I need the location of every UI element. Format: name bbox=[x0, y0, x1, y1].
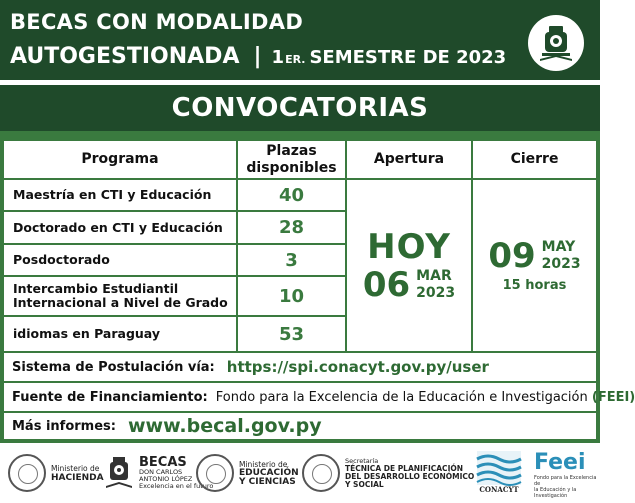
logo-conacyt-text: CONACYT bbox=[479, 485, 519, 494]
paraguay-seal-icon bbox=[196, 454, 234, 492]
financiamiento-acronym: (FEEI) bbox=[591, 389, 635, 405]
logo-becas-line1: BECAS bbox=[139, 455, 187, 470]
informes-row bbox=[4, 413, 596, 439]
logo-becas-line4: Excelencia en el futuro bbox=[139, 482, 214, 490]
column-header-apertura-label: Apertura bbox=[373, 151, 445, 167]
logo-feei-name: Feei bbox=[534, 450, 586, 475]
logo-feei-line1: Fondo para la Excelencia de bbox=[534, 475, 597, 487]
financiamiento-text: Fondo para la Excelencia de la Educación e Investigación bbox=[215, 389, 588, 405]
apertura-hoy: HOY bbox=[367, 226, 451, 267]
table-row-programa-line1: Intercambio Estudiantil bbox=[13, 281, 179, 296]
semester-superscript: ER. bbox=[285, 53, 306, 66]
apertura-day: 06 bbox=[362, 264, 411, 305]
column-header-apertura bbox=[347, 141, 471, 178]
logo-hacienda-line2: HACIENDA bbox=[51, 472, 104, 483]
footer-logos bbox=[0, 443, 600, 503]
logo-becas-line2: DON CARLOS bbox=[139, 468, 183, 476]
logo-conacyt bbox=[477, 451, 521, 495]
column-header-cierre-label: Cierre bbox=[510, 151, 559, 167]
logo-mec bbox=[196, 451, 299, 495]
apertura-month-year bbox=[416, 268, 455, 302]
logo-hacienda-line1: Ministerio de bbox=[51, 463, 100, 473]
cierre-month-year bbox=[542, 239, 581, 273]
postulacion-row bbox=[4, 353, 596, 381]
logo-mec-line3: Y CIENCIAS bbox=[239, 476, 296, 487]
table-row-programa: idiomas en Paraguay bbox=[4, 317, 236, 351]
informes-label: Más informes: bbox=[12, 418, 116, 434]
header-banner bbox=[0, 0, 600, 80]
table-row-programa: Doctorado en CTI y Educación bbox=[4, 212, 236, 243]
conacyt-waves-icon bbox=[477, 451, 521, 485]
apertura-month: MAR bbox=[416, 267, 452, 284]
logo-stp-line2: TÉCNICA DE PLANIFICACIÓN bbox=[345, 464, 464, 473]
cierre-date-cell bbox=[473, 180, 596, 351]
cierre-month: MAY bbox=[541, 239, 576, 255]
logo-stp-line4: Y SOCIAL bbox=[345, 480, 384, 489]
logo-feei-line2: la Educación y la Investigación bbox=[534, 487, 577, 499]
table-row-programa: Posdoctorado bbox=[4, 245, 236, 275]
title-bar bbox=[0, 85, 600, 131]
table-row-programa bbox=[4, 277, 236, 315]
convocatorias-table bbox=[0, 131, 635, 443]
postulacion-link[interactable]: https://spi.conacyt.gov.py/user bbox=[226, 358, 489, 376]
table-row-plazas: 40 bbox=[238, 180, 345, 210]
table-row-plazas: 10 bbox=[238, 277, 345, 315]
cierre-day: 09 bbox=[488, 236, 536, 276]
apertura-date bbox=[362, 264, 456, 305]
table-row-programa: Maestría en CTI y Educación bbox=[4, 180, 236, 210]
becal-train-icon bbox=[104, 454, 134, 492]
table-row-programa-line2: Internacional a Nivel de Grado bbox=[13, 295, 228, 310]
cierre-date bbox=[488, 238, 580, 274]
column-header-programa bbox=[4, 141, 236, 178]
paraguay-seal-icon bbox=[302, 454, 340, 492]
paraguay-seal-icon bbox=[8, 454, 46, 492]
column-header-cierre bbox=[473, 141, 596, 178]
financiamiento-row bbox=[4, 383, 635, 411]
table-row-plazas: 53 bbox=[238, 317, 345, 351]
logo-mec-line2: EDUCACIÓN bbox=[239, 467, 299, 478]
column-header-plazas bbox=[238, 141, 345, 178]
column-header-plazas-line1: Plazas bbox=[266, 142, 317, 159]
logo-stp-line3: DEL DESARROLLO ECONÓMICO bbox=[345, 472, 475, 481]
header-title-line2 bbox=[10, 44, 506, 69]
header-separator: | bbox=[253, 44, 262, 69]
logo-hacienda bbox=[8, 451, 104, 495]
logo-feei bbox=[534, 450, 600, 499]
logo-stp-line1: Secretaría bbox=[345, 457, 379, 465]
postulacion-label: Sistema de Postulación vía: bbox=[12, 359, 215, 375]
logo-mec-text bbox=[239, 460, 299, 487]
column-header-programa-label: Programa bbox=[81, 151, 159, 167]
logo-becas-line3: ANTONIO LÓPEZ bbox=[139, 475, 193, 483]
page-title: CONVOCATORIAS bbox=[171, 93, 429, 123]
financiamiento-label: Fuente de Financiamiento: bbox=[12, 389, 208, 405]
apertura-year: 2023 bbox=[416, 284, 456, 301]
header-autogestionada: AUTOGESTIONADA bbox=[10, 44, 240, 69]
logo-mec-line1: Ministerio de bbox=[239, 459, 288, 469]
cierre-hours: 15 horas bbox=[502, 278, 567, 293]
semester-number: 1 bbox=[271, 47, 285, 68]
logo-stp bbox=[302, 451, 474, 495]
header-title-line1: BECAS CON MODALIDAD bbox=[10, 10, 304, 34]
semester-text: SEMESTRE DE 2023 bbox=[309, 47, 507, 68]
column-header-plazas-line2: disponibles bbox=[246, 159, 337, 176]
table-row-plazas: 3 bbox=[238, 245, 345, 275]
apertura-date-cell bbox=[347, 180, 471, 351]
becal-train-logo-icon bbox=[528, 15, 584, 71]
cierre-year: 2023 bbox=[541, 256, 581, 272]
logo-stp-text bbox=[345, 457, 474, 489]
informes-link[interactable]: www.becal.gov.py bbox=[127, 415, 322, 437]
table-row-plazas: 28 bbox=[238, 212, 345, 243]
financiamiento-fund bbox=[216, 390, 635, 405]
logo-hacienda-text bbox=[51, 464, 104, 483]
